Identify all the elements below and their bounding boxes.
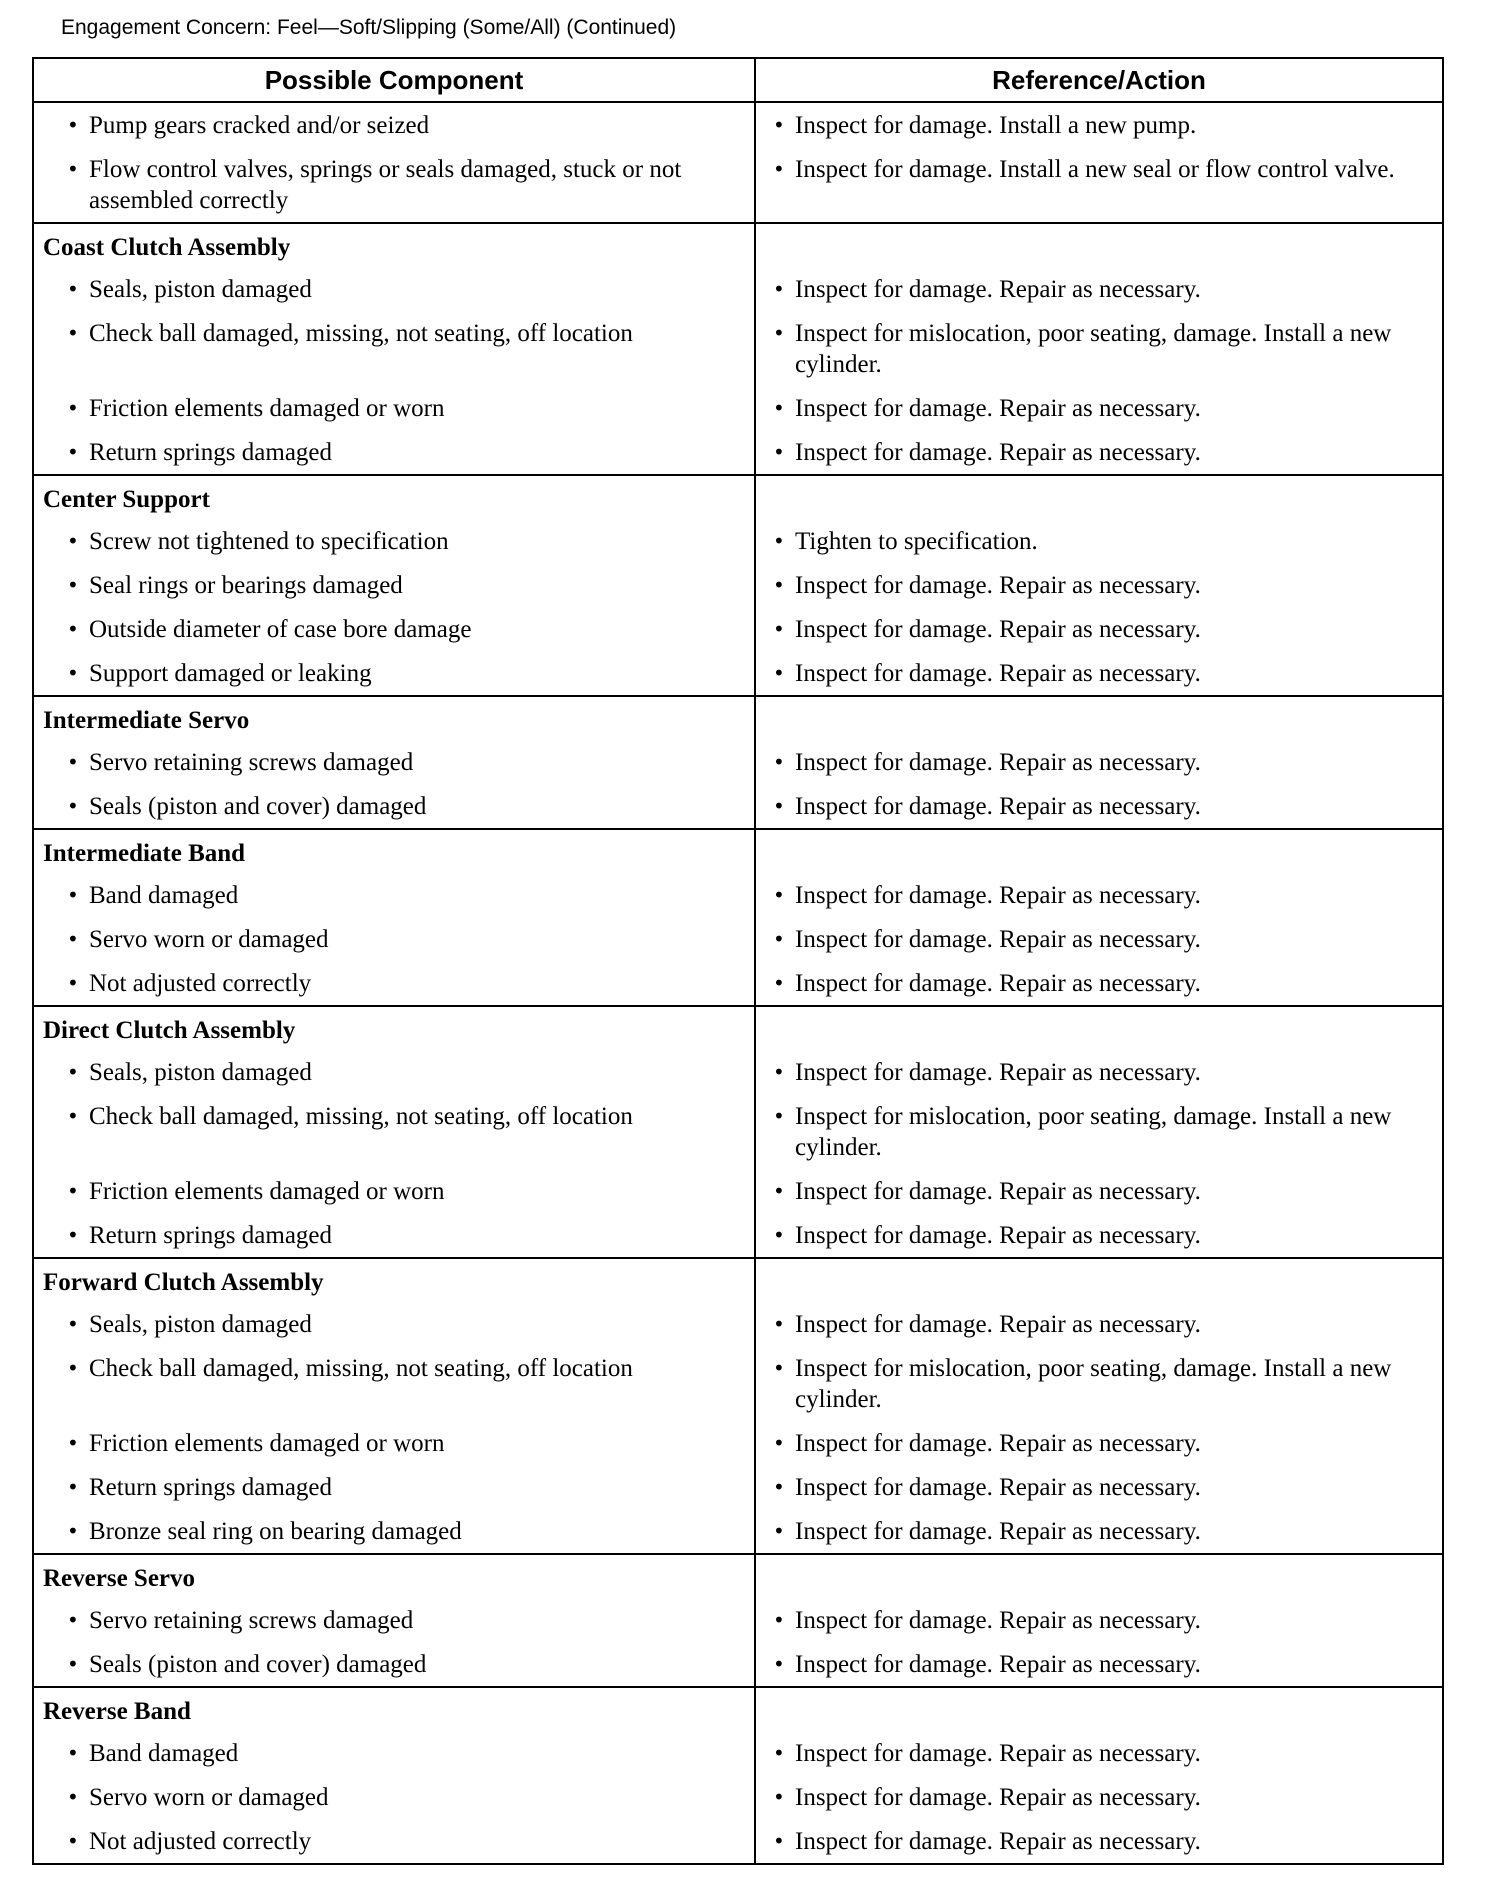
component-text-cell	[33, 1509, 755, 1554]
section-heading-row	[33, 1554, 1443, 1598]
action-text-cell	[755, 651, 1443, 696]
section-heading-blank	[755, 1554, 1443, 1598]
component-text: • Check ball damaged, missing, not seating, off location	[89, 1353, 754, 1384]
component-text-cell	[33, 1642, 755, 1687]
component-text: • Check ball damaged, missing, not seating, off location	[89, 1101, 754, 1132]
section-heading: Intermediate Servo	[33, 696, 755, 740]
section-heading-blank	[755, 696, 1443, 740]
action-text: • Inspect for damage. Repair as necessary.	[795, 1057, 1428, 1088]
section-heading: Intermediate Band	[33, 829, 755, 873]
component-text-cell	[33, 1213, 755, 1258]
table-row	[33, 1302, 1443, 1346]
action-text: • Inspect for mislocation, poor seating, damage. Install a new cylinder.	[795, 1101, 1428, 1163]
action-text: • Inspect for damage. Repair as necessary.	[795, 1516, 1428, 1547]
table-row	[33, 519, 1443, 563]
table-row	[33, 147, 1443, 223]
component-text-cell	[33, 1775, 755, 1819]
component-text-cell	[33, 917, 755, 961]
component-text: • Seals (piston and cover) damaged	[89, 1649, 754, 1680]
table-row	[33, 1050, 1443, 1094]
component-text-cell	[33, 740, 755, 784]
component-text-cell	[33, 961, 755, 1006]
section-heading-row	[33, 696, 1443, 740]
action-text: • Inspect for damage. Repair as necessary.	[795, 274, 1428, 305]
action-text: • Inspect for damage. Repair as necessary.	[795, 968, 1428, 999]
component-text: • Bronze seal ring on bearing damaged	[89, 1516, 754, 1547]
action-text: • Inspect for damage. Repair as necessary.	[795, 1738, 1428, 1769]
action-text: • Inspect for damage. Repair as necessary.	[795, 1309, 1428, 1340]
component-text: • Pump gears cracked and/or seized	[89, 110, 754, 141]
action-text-cell	[755, 1775, 1443, 1819]
table-row	[33, 651, 1443, 696]
component-text: • Outside diameter of case bore damage	[89, 614, 754, 645]
component-text-cell	[33, 1819, 755, 1864]
diagnostic-table	[32, 57, 1444, 1865]
table-row	[33, 1819, 1443, 1864]
component-text-cell	[33, 430, 755, 475]
action-text-cell	[755, 1094, 1443, 1169]
component-text-cell	[33, 311, 755, 386]
component-text: • Seals, piston damaged	[89, 1057, 754, 1088]
component-text-cell	[33, 147, 755, 223]
table-row	[33, 102, 1443, 147]
action-text-cell	[755, 917, 1443, 961]
component-text: • Return springs damaged	[89, 1220, 754, 1251]
component-text-cell	[33, 873, 755, 917]
component-text: • Friction elements damaged or worn	[89, 1176, 754, 1207]
action-text: • Inspect for damage. Repair as necessary.	[795, 1605, 1428, 1636]
action-text: • Inspect for damage. Install a new seal or flow control valve.	[795, 154, 1428, 185]
section-heading: Direct Clutch Assembly	[33, 1006, 755, 1050]
action-text: • Inspect for damage. Repair as necessary.	[795, 1649, 1428, 1680]
component-text: • Servo retaining screws damaged	[89, 1605, 754, 1636]
action-text-cell	[755, 1598, 1443, 1642]
table-row	[33, 961, 1443, 1006]
action-text-cell	[755, 961, 1443, 1006]
column-header-component: Possible Component	[33, 58, 755, 102]
component-text: • Servo retaining screws damaged	[89, 747, 754, 778]
action-text-cell	[755, 784, 1443, 829]
component-text: • Not adjusted correctly	[89, 968, 754, 999]
section-heading-blank	[755, 475, 1443, 519]
table-row	[33, 1169, 1443, 1213]
section-heading-blank	[755, 1006, 1443, 1050]
action-text-cell	[755, 430, 1443, 475]
component-text: • Seals (piston and cover) damaged	[89, 791, 754, 822]
page-title: Engagement Concern: Feel—Soft/Slipping (Some/All) (Continued)	[61, 16, 677, 39]
action-text-cell	[755, 1169, 1443, 1213]
component-text: • Friction elements damaged or worn	[89, 1428, 754, 1459]
table-row	[33, 607, 1443, 651]
action-text-cell	[755, 1213, 1443, 1258]
action-text-cell	[755, 519, 1443, 563]
table-row	[33, 1775, 1443, 1819]
action-text-cell	[755, 267, 1443, 311]
component-text: • Servo worn or damaged	[89, 924, 754, 955]
table-row	[33, 873, 1443, 917]
action-text-cell	[755, 1642, 1443, 1687]
component-text: • Servo worn or damaged	[89, 1782, 754, 1813]
component-text-cell	[33, 651, 755, 696]
action-text-cell	[755, 563, 1443, 607]
component-text: • Seal rings or bearings damaged	[89, 570, 754, 601]
action-text-cell	[755, 1819, 1443, 1864]
action-text: • Inspect for damage. Repair as necessary.	[795, 924, 1428, 955]
action-text: • Inspect for damage. Repair as necessary.	[795, 791, 1428, 822]
action-text: • Inspect for damage. Repair as necessary.	[795, 1428, 1428, 1459]
action-text: • Inspect for mislocation, poor seating, damage. Install a new cylinder.	[795, 1353, 1428, 1415]
action-text: • Inspect for damage. Repair as necessary.	[795, 658, 1428, 689]
section-heading: Coast Clutch Assembly	[33, 223, 755, 267]
table-row	[33, 1421, 1443, 1465]
table-row	[33, 563, 1443, 607]
section-heading-row	[33, 1006, 1443, 1050]
component-text-cell	[33, 1421, 755, 1465]
component-text: • Return springs damaged	[89, 437, 754, 468]
action-text: • Inspect for damage. Install a new pump.	[795, 110, 1428, 141]
table-row	[33, 1598, 1443, 1642]
component-text: • Friction elements damaged or worn	[89, 393, 754, 424]
component-text-cell	[33, 386, 755, 430]
column-header-action: Reference/Action	[755, 58, 1443, 102]
section-heading: Reverse Servo	[33, 1554, 755, 1598]
component-text: • Screw not tightened to specification	[89, 526, 754, 557]
action-text: • Tighten to specification.	[795, 526, 1428, 557]
table-row	[33, 1094, 1443, 1169]
component-text-cell	[33, 1346, 755, 1421]
component-text: • Seals, piston damaged	[89, 274, 754, 305]
table-row	[33, 917, 1443, 961]
table-body	[33, 102, 1443, 1864]
component-text-cell	[33, 1094, 755, 1169]
section-heading-row	[33, 475, 1443, 519]
action-text-cell	[755, 1346, 1443, 1421]
action-text-cell	[755, 1302, 1443, 1346]
component-text: • Flow control valves, springs or seals damaged, stuck or not assembled correctly	[89, 154, 754, 216]
action-text-cell	[755, 311, 1443, 386]
component-text: • Band damaged	[89, 880, 754, 911]
section-heading-blank	[755, 1687, 1443, 1731]
action-text-cell	[755, 607, 1443, 651]
section-heading-row	[33, 1258, 1443, 1302]
component-text-cell	[33, 607, 755, 651]
section-heading: Forward Clutch Assembly	[33, 1258, 755, 1302]
table-row	[33, 1509, 1443, 1554]
action-text: • Inspect for damage. Repair as necessary.	[795, 880, 1428, 911]
component-text: • Check ball damaged, missing, not seating, off location	[89, 318, 754, 349]
component-text-cell	[33, 563, 755, 607]
component-text: • Band damaged	[89, 1738, 754, 1769]
section-heading-row	[33, 829, 1443, 873]
action-text-cell	[755, 1509, 1443, 1554]
table-row	[33, 1731, 1443, 1775]
section-heading: Reverse Band	[33, 1687, 755, 1731]
action-text: • Inspect for damage. Repair as necessary.	[795, 1782, 1428, 1813]
table-row	[33, 430, 1443, 475]
action-text-cell	[755, 1050, 1443, 1094]
action-text: • Inspect for damage. Repair as necessary.	[795, 1220, 1428, 1251]
action-text: • Inspect for damage. Repair as necessary.	[795, 747, 1428, 778]
table-row	[33, 386, 1443, 430]
action-text: • Inspect for damage. Repair as necessary.	[795, 393, 1428, 424]
table-row	[33, 1465, 1443, 1509]
component-text-cell	[33, 1598, 755, 1642]
component-text-cell	[33, 1302, 755, 1346]
action-text: • Inspect for damage. Repair as necessary.	[795, 614, 1428, 645]
action-text: • Inspect for damage. Repair as necessary.	[795, 437, 1428, 468]
component-text-cell	[33, 1050, 755, 1094]
action-text-cell	[755, 147, 1443, 223]
table-row	[33, 311, 1443, 386]
component-text-cell	[33, 1169, 755, 1213]
component-text: • Seals, piston damaged	[89, 1309, 754, 1340]
section-heading-row	[33, 1687, 1443, 1731]
component-text: • Return springs damaged	[89, 1472, 754, 1503]
component-text-cell	[33, 1731, 755, 1775]
component-text-cell	[33, 102, 755, 147]
action-text: • Inspect for damage. Repair as necessary.	[795, 1176, 1428, 1207]
component-text-cell	[33, 784, 755, 829]
action-text-cell	[755, 1421, 1443, 1465]
table-row	[33, 1642, 1443, 1687]
action-text-cell	[755, 1465, 1443, 1509]
component-text-cell	[33, 519, 755, 563]
section-heading-blank	[755, 223, 1443, 267]
component-text-cell	[33, 1465, 755, 1509]
table-row	[33, 784, 1443, 829]
section-heading: Center Support	[33, 475, 755, 519]
table-row	[33, 1213, 1443, 1258]
table-row	[33, 740, 1443, 784]
section-heading-row	[33, 223, 1443, 267]
action-text-cell	[755, 740, 1443, 784]
action-text-cell	[755, 1731, 1443, 1775]
component-text: • Support damaged or leaking	[89, 658, 754, 689]
table-row	[33, 267, 1443, 311]
section-heading-blank	[755, 1258, 1443, 1302]
action-text-cell	[755, 386, 1443, 430]
action-text: • Inspect for damage. Repair as necessary.	[795, 1826, 1428, 1857]
action-text: • Inspect for mislocation, poor seating, damage. Install a new cylinder.	[795, 318, 1428, 380]
action-text-cell	[755, 873, 1443, 917]
action-text: • Inspect for damage. Repair as necessary.	[795, 1472, 1428, 1503]
table-header-row	[33, 58, 1443, 102]
action-text-cell	[755, 102, 1443, 147]
action-text: • Inspect for damage. Repair as necessary.	[795, 570, 1428, 601]
section-heading-blank	[755, 829, 1443, 873]
table-row	[33, 1346, 1443, 1421]
component-text: • Not adjusted correctly	[89, 1826, 754, 1857]
component-text-cell	[33, 267, 755, 311]
